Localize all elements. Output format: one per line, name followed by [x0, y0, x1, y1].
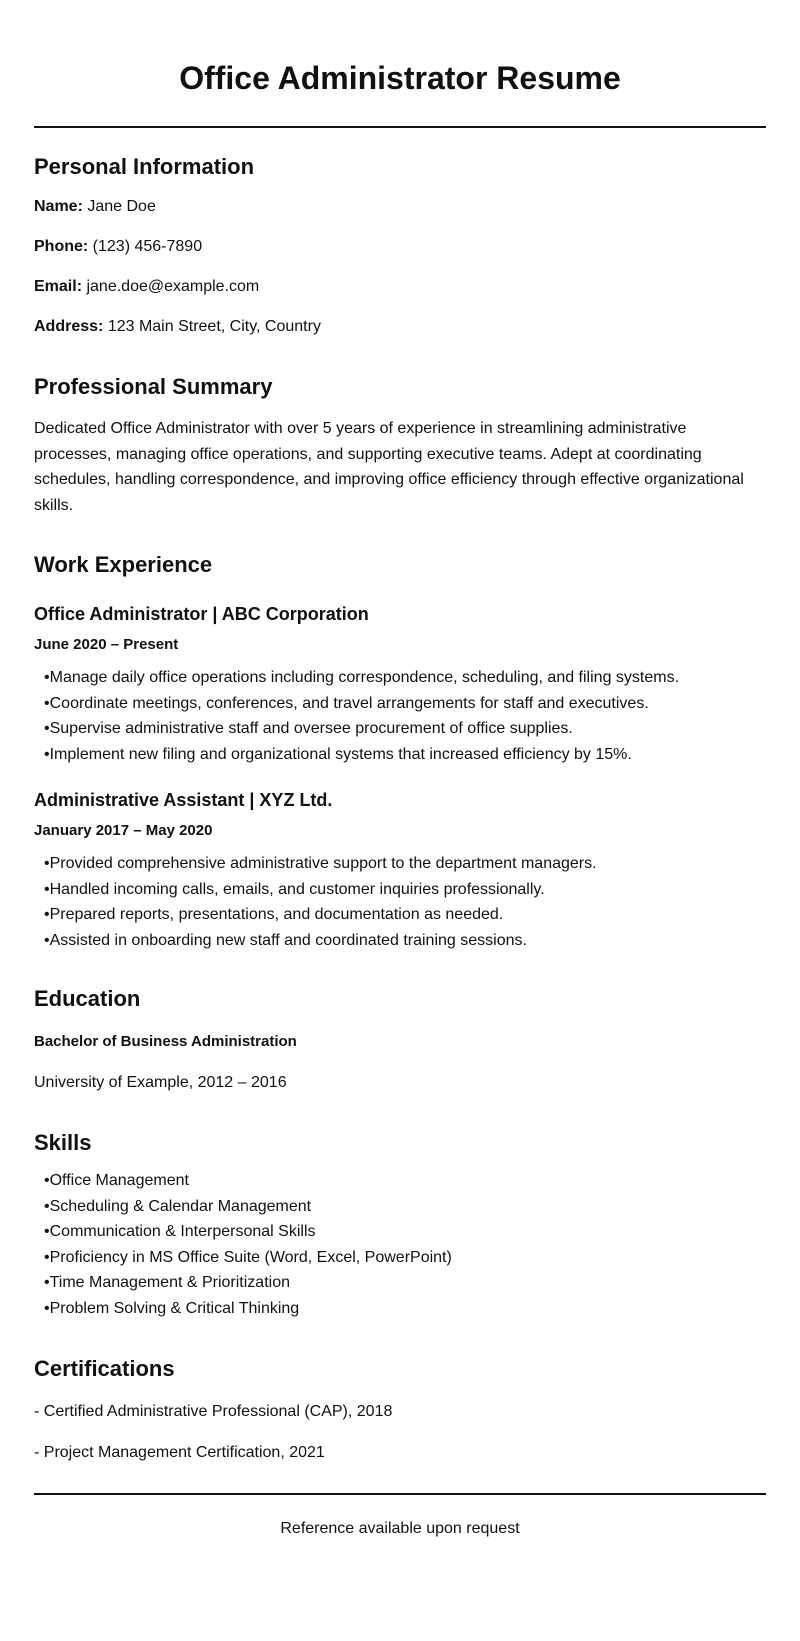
job-title: Administrative Assistant | XYZ Ltd. [34, 790, 333, 810]
section-heading-skills: Skills [34, 1130, 92, 1155]
job-duties-list [34, 851, 766, 953]
list-item: • Communication & Interpersonal Skills [44, 1219, 766, 1245]
footer-divider [34, 1493, 766, 1495]
work-experience-section [34, 551, 766, 953]
job-title: Office Administrator | ABC Corporation [34, 604, 369, 624]
list-item: • Proficiency in MS Office Suite (Word, Excel, PowerPoint) [44, 1245, 766, 1271]
education-section [34, 985, 766, 1093]
address-value: 123 Main Street, City, Country [107, 318, 321, 335]
list-item: • Problem Solving & Critical Thinking [44, 1296, 766, 1322]
name-value: Jane Doe [87, 198, 156, 215]
list-item: • Handled incoming calls, emails, and customer inquiries professionally. [44, 877, 766, 903]
list-item: • Provided comprehensive administrative support to the department managers. [44, 851, 766, 877]
list-item: • Supervise administrative staff and oversee procurement of office supplies. [44, 716, 766, 742]
skills-section [34, 1129, 766, 1321]
skills-list [34, 1168, 766, 1321]
list-item: • Manage daily office operations including correspondence, scheduling, and filing systems. [44, 665, 766, 691]
summary-text: Dedicated Office Administrator with over 5 years of experience in streamlining administrative processes, managing office operations, and supporting executive teams. Adept at coordinating schedules, handling correspondence, and improving office efficiency through effective organizational skills. [34, 420, 744, 514]
certification-item: - Project Management Certification, 2021 [34, 1444, 325, 1461]
education-school: University of Example, 2012 – 2016 [34, 1074, 287, 1091]
address-label: Address: [34, 318, 104, 335]
list-item: • Assisted in onboarding new staff and coordinated training sessions. [44, 928, 766, 954]
section-heading-education: Education [34, 986, 141, 1011]
address-field [34, 317, 766, 337]
job-entry [34, 603, 766, 767]
email-label: Email: [34, 278, 83, 295]
list-item: • Time Management & Prioritization [44, 1270, 766, 1296]
name-field [34, 197, 766, 217]
professional-summary-section [34, 373, 766, 518]
email-field [34, 277, 766, 297]
phone-label: Phone: [34, 238, 89, 255]
page-title: Office Administrator Resume [179, 60, 621, 96]
job-entry [34, 789, 766, 953]
certifications-section [34, 1355, 766, 1463]
footer-text: Reference available upon request [280, 1520, 520, 1537]
phone-field [34, 237, 766, 257]
phone-value: (123) 456-7890 [92, 238, 203, 255]
job-dates: January 2017 – May 2020 [34, 822, 213, 839]
section-heading-personal: Personal Information [34, 154, 255, 179]
list-item: • Scheduling & Calendar Management [44, 1194, 766, 1220]
list-item: • Prepared reports, presentations, and documentation as needed. [44, 902, 766, 928]
list-item: • Coordinate meetings, conferences, and travel arrangements for staff and executives. [44, 691, 766, 717]
email-value: jane.doe@example.com [86, 278, 260, 295]
section-heading-certifications: Certifications [34, 1356, 175, 1381]
job-dates: June 2020 – Present [34, 636, 179, 653]
job-duties-list [34, 665, 766, 767]
section-heading-summary: Professional Summary [34, 374, 273, 399]
list-item: • Implement new filing and organizational systems that increased efficiency by 15%. [44, 742, 766, 768]
list-item: • Office Management [44, 1168, 766, 1194]
education-degree: Bachelor of Business Administration [34, 1033, 297, 1050]
section-heading-experience: Work Experience [34, 552, 213, 577]
header-divider [34, 126, 766, 128]
personal-information-section [34, 153, 766, 337]
name-label: Name: [34, 198, 83, 215]
certification-item: - Certified Administrative Professional (CAP), 2018 [34, 1403, 393, 1420]
